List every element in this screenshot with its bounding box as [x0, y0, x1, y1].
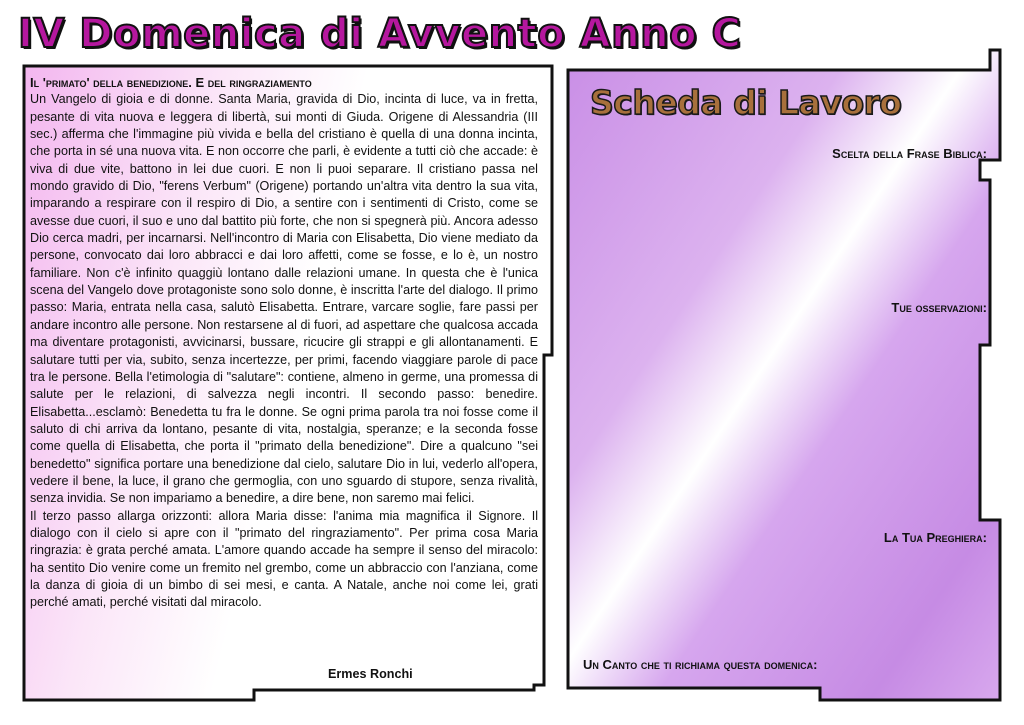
reading-paragraph: Il terzo passo allarga orizzonti: allora Maria disse: l'anima mia magnifica il Signore. Il dialogo con il cielo si apre con il "primato del ringraziamento". Per prima cosa Maria ringrazia: è grata perché amata. L'amore quando accade ha sempre il senso del miracolo: ha sentito Dio venire come un fremito nel grembo, come un abbraccio con l'anziana, come la danza di gioia di un bimbo di sei mesi, e canta. A Natale, anche noi come lei, grati perché amati, perché visitati dal miracolo.	[30, 508, 538, 610]
label-song: Un Canto che ti richiama questa domenica:	[583, 657, 818, 672]
author-name: Ermes Ronchi	[328, 667, 413, 681]
page-title: IV Domenica di Avvento Anno C	[18, 11, 742, 57]
worksheet-title: Scheda di Lavoro	[590, 83, 902, 122]
reading-paragraph: Un Vangelo di gioia e di donne. Santa Maria, gravida di Dio, incinta di luce, va in fretta, pesante di vita nuova e leggera di libertà, sui monti di Giuda. Origene di Alessandria (III sec.) afferma che l'immagine più vivida e bella del cristiano è quella di una donna incinta, che porta in sé una nuova vita. E non occorre che parli, è evidente a tutti ciò che accade: è viva di due vite, battono in lei due cuori. E non li puoi separare. Il cristiano passa nel mondo gravido di Dio, "ferens Verbum" (Origene) portando un'altra vita dentro la sua vita, imparando a respirare con il respiro di Dio, a sentire con i sentimenti di Cristo, come se avesse due cuori, il suo e uno dal battito più forte, che non si spegnerà più. Ancora adesso Dio cerca madri, per incarnarsi. Nell'incontro di Maria con Elisabetta, Dio viene mediato da persone, convocato dai loro abbracci e dai loro affetti, come se fosse, e lo è, un nostro familiare. Non c'è infinito quaggiù lontano dalle relazioni umane. In questa che è l'unica scena del Vangelo dove protagoniste sono solo donne, è inscritta l'arte del dialogo. Il primo passo: Maria, entrata nella casa, salutò Elisabetta. Entrare, varcare soglie, fare passi per andare incontro alle persone. Non restarsene al di fuori, ad aspettare che qualcosa accada ma diventare protagonisti, avvicinarsi, bussare, ricucire gli strappi e gli allontanamenti. E salutare tutti per via, subito, senza incertezze, per primi, facendo viaggiare parole di pace tra le persone. Bella l'etimologia di "salutare": contiene, almeno in germe, una promessa di salute per le relazioni, di salvezza negli incontri. Il secondo passo: benedire. Elisabetta...esclamò: Benedetta tu fra le donne. Se ogni prima parola tra noi fosse come il saluto di chi arriva da lontano, pesante di vita, nostalgia, speranze; e la seconda fosse come quella di Elisabetta, che porta il "primato della benedizione". Dire a qualcuno "sei benedetto" significa portare una benedizione dal cielo, salutare Dio in lui, vederlo all'opera, vedere il bene, la luce, il grano che germoglia, con uno sguardo di stupore, senza rivalità, senza invidia. Se non impariamo a benedire, a dire bene, non saremo mai felici.	[30, 92, 538, 506]
reading-heading: Il 'primato' della benedizione. E del ringraziamento	[30, 75, 312, 90]
label-observations: Tue osservazioni:	[891, 300, 987, 315]
label-prayer: La Tua Preghiera:	[883, 530, 987, 545]
label-bible-phrase: Scelta della Frase Biblica:	[832, 146, 987, 161]
reading-text	[30, 74, 538, 689]
